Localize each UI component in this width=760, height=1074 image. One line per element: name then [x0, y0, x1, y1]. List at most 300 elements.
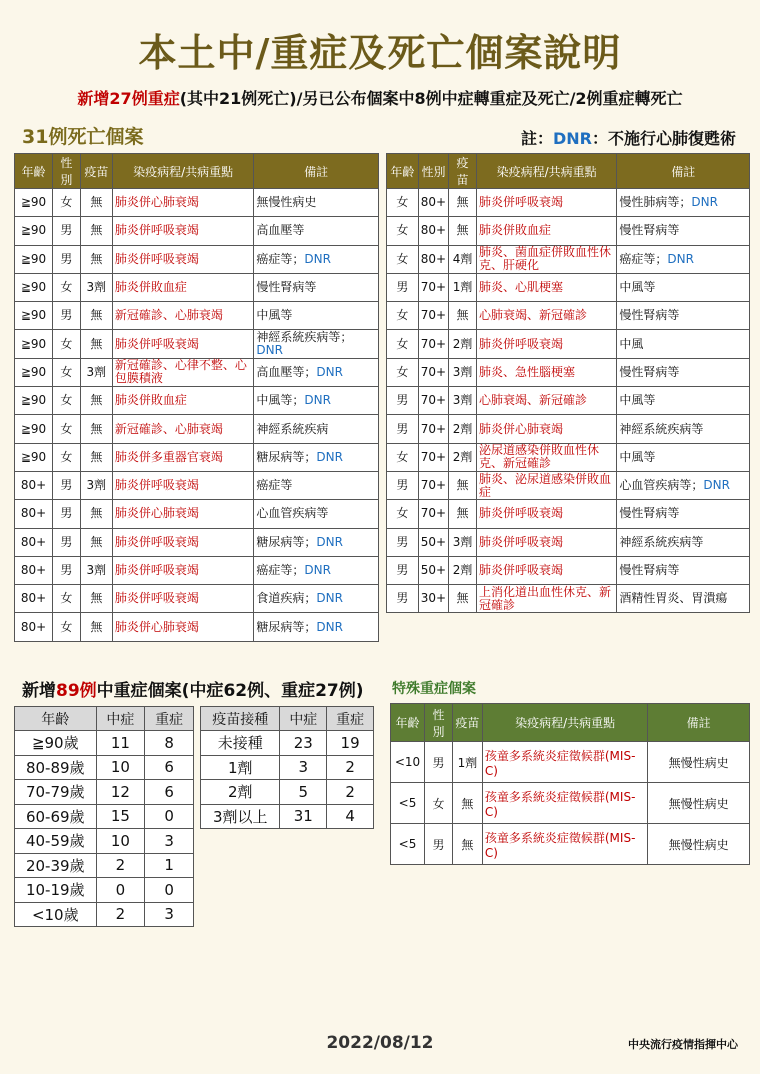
table-row: [391, 742, 750, 783]
cell-vac: 無: [80, 613, 112, 641]
report-date: 2022/08/12: [326, 1033, 434, 1053]
vaccine-table: [200, 706, 374, 829]
cell-age: 70+: [418, 471, 448, 499]
header-vaccine: 疫苗: [449, 154, 477, 189]
table-row: [15, 878, 194, 903]
dnr-tag: DNR: [667, 251, 694, 266]
cell-note: [254, 273, 379, 301]
cell-age: 20-39歲: [15, 853, 97, 878]
cell-moderate: 11: [96, 731, 145, 756]
table-row: [391, 824, 750, 865]
cell-vac: 無: [80, 528, 112, 556]
cell-vac: 3劑: [449, 358, 477, 386]
cell-course: 新冠確診、心律不整、心包膜積液: [112, 358, 254, 386]
cell-course: 肺炎併多重器官衰竭: [112, 443, 254, 471]
cell-note: [254, 245, 379, 273]
note-text: 慢性腎病等: [619, 308, 680, 323]
cell-course: 肺炎併呼吸衰竭: [112, 471, 254, 499]
cell-vac: 無: [449, 217, 477, 245]
note-text: 慢性肺病等；: [619, 195, 692, 210]
dnr-note-desc: ：不施行心肺復甦術: [591, 129, 736, 148]
age-table: [14, 706, 194, 927]
cell-course: 肺炎併呼吸衰竭: [112, 217, 254, 245]
cell-severe: 0: [145, 804, 194, 829]
cell-note: [617, 330, 750, 358]
cell-course: 孩童多系統炎症徵候群(MIS-C): [482, 742, 647, 783]
table-row: [387, 387, 750, 415]
cell-vac: 無: [449, 471, 477, 499]
table-row: [391, 783, 750, 824]
cell-sex: 女: [387, 245, 419, 273]
table-row: [387, 358, 750, 386]
cell-sex: 女: [387, 189, 419, 217]
note-text: 心血管疾病等: [256, 506, 329, 521]
cell-sex: 男: [52, 556, 80, 584]
table-row: [387, 528, 750, 556]
cell-note: [617, 217, 750, 245]
cell-moderate: 10: [96, 829, 145, 854]
cell-vac: 無: [80, 443, 112, 471]
cell-vac: 無: [80, 500, 112, 528]
table-row: [15, 829, 194, 854]
cell-age: 80+: [418, 189, 448, 217]
cell-vac: 3劑: [449, 528, 477, 556]
cell-vac: 2劑: [449, 556, 477, 584]
cell-sex: 女: [52, 443, 80, 471]
dnr-tag: DNR: [316, 449, 343, 464]
note-text: 酒精性胃炎、胃潰瘍: [619, 591, 728, 606]
cell-note: [254, 302, 379, 330]
note-text: 癌症等；: [619, 251, 668, 266]
cell-sex: 女: [387, 500, 419, 528]
sp-header-vaccine: 疫苗: [452, 704, 482, 742]
cell-note: [254, 500, 379, 528]
cell-sex: 女: [387, 358, 419, 386]
dnr-tag: DNR: [316, 591, 343, 606]
cell-sex: 男: [387, 585, 419, 613]
cell-severe: 2: [327, 755, 374, 780]
cell-note: [254, 556, 379, 584]
table-row: [387, 217, 750, 245]
cell-course: 肺炎併敗血症: [112, 273, 254, 301]
cell-vac: 無: [80, 302, 112, 330]
table-row: [15, 585, 379, 613]
header-age: 年齡: [15, 154, 53, 189]
dnr-note-abbr: DNR: [552, 129, 592, 148]
page-title: 本土中/重症及死亡個案說明: [138, 31, 622, 75]
cell-sex: 男: [387, 415, 419, 443]
table-row: [15, 556, 379, 584]
cell-severe: 8: [145, 731, 194, 756]
cell-age: ≧90: [15, 273, 53, 301]
dnr-note-prefix: 註：: [520, 129, 553, 148]
table-row: [387, 330, 750, 358]
cell-severe: 1: [145, 853, 194, 878]
cell-vac: 3劑: [449, 387, 477, 415]
table-row: [15, 387, 379, 415]
cell-age: ≧90: [15, 330, 53, 358]
cell-age: 50+: [418, 528, 448, 556]
cell-course: 肺炎併心肺衰竭: [476, 415, 616, 443]
vac-header-moderate: 中症: [280, 707, 327, 731]
cell-vac: 3劑: [80, 273, 112, 301]
note-text: 癌症等；: [256, 251, 305, 266]
header-note: 備註: [254, 154, 379, 189]
table-row: [387, 302, 750, 330]
cell-vaccine: 3劑以上: [201, 804, 280, 829]
cell-moderate: 3: [280, 755, 327, 780]
note-text: 癌症等: [256, 478, 293, 493]
cell-sex: 女: [387, 443, 419, 471]
cell-note: [254, 387, 379, 415]
cell-age: 70+: [418, 443, 448, 471]
cell-note: [254, 217, 379, 245]
cell-note: [254, 528, 379, 556]
cell-course: 肺炎併心肺衰竭: [112, 613, 254, 641]
cell-moderate: 2: [96, 902, 145, 927]
cell-age: 80+: [15, 613, 53, 641]
cell-moderate: 5: [280, 780, 327, 805]
cell-course: 肺炎、泌尿道感染併敗血症: [476, 471, 616, 499]
cell-note: [254, 189, 379, 217]
cell-course: 肺炎併敗血症: [476, 217, 616, 245]
cell-note: [254, 330, 379, 358]
severe-title-prefix: 新增: [22, 681, 56, 701]
table-row: [15, 780, 194, 805]
cell-course: 肺炎、心肌梗塞: [476, 273, 616, 301]
dnr-tag: DNR: [703, 478, 730, 493]
cell-severe: 3: [145, 902, 194, 927]
note-text: 慢性腎病等: [619, 364, 680, 379]
note-text: 神經系統疾病等: [619, 421, 704, 436]
note-text: 中風等: [619, 393, 656, 408]
table-row: [15, 302, 379, 330]
cell-age: ≧90: [15, 443, 53, 471]
deaths-table-left: [14, 153, 379, 642]
cell-course: 肺炎併呼吸衰竭: [112, 528, 254, 556]
cell-note: [254, 443, 379, 471]
subtitle-rest: (其中21例死亡)/另已公布個案中8例中症轉重症及死亡/2例重症轉死亡: [179, 89, 683, 108]
cell-course: 肺炎併呼吸衰竭: [112, 556, 254, 584]
cell-sex: 男: [387, 471, 419, 499]
cell-course: 孩童多系統炎症徵候群(MIS-C): [482, 824, 647, 865]
table-row: [387, 189, 750, 217]
cell-severe: 6: [145, 780, 194, 805]
header-note: 備註: [617, 154, 750, 189]
note-text: 神經系統疾病等: [619, 534, 704, 549]
cell-course: 肺炎併呼吸衰竭: [112, 585, 254, 613]
table-row: [201, 731, 374, 756]
sp-header-note: 備註: [648, 704, 750, 742]
cell-severe: 6: [145, 755, 194, 780]
cell-age: 60-69歲: [15, 804, 97, 829]
cell-note: [617, 443, 750, 471]
cell-note: [617, 500, 750, 528]
cell-age: 70-79歲: [15, 780, 97, 805]
cell-age: ≧90: [15, 302, 53, 330]
cell-note: [617, 415, 750, 443]
table-row: [15, 500, 379, 528]
dnr-tag: DNR: [316, 534, 343, 549]
cell-moderate: 10: [96, 755, 145, 780]
table-row: [15, 804, 194, 829]
vac-header-status: 疫苗接種: [201, 707, 280, 731]
cell-age: <10: [391, 742, 425, 783]
cell-severe: 4: [327, 804, 374, 829]
cell-vac: 無: [449, 302, 477, 330]
table-row: [15, 415, 379, 443]
cell-course: 肺炎、菌血症併敗血性休克、肝硬化: [476, 245, 616, 273]
note-text: 中風等: [256, 308, 293, 323]
cell-sex: 男: [52, 471, 80, 499]
cell-age: 10-19歲: [15, 878, 97, 903]
cell-age: 80+: [418, 245, 448, 273]
table-row: [387, 471, 750, 499]
table-row: [201, 804, 374, 829]
table-row: [387, 585, 750, 613]
note-text: 慢性腎病等: [619, 223, 680, 238]
cell-sex: 男: [387, 528, 419, 556]
cell-course: 心肺衰竭、新冠確診: [476, 302, 616, 330]
cell-severe: 3: [145, 829, 194, 854]
cell-age: 70+: [418, 330, 448, 358]
deaths-section-title: 31例死亡個案: [22, 126, 144, 148]
table-row: [201, 780, 374, 805]
table-row: [15, 330, 379, 358]
cell-vac: 無: [80, 585, 112, 613]
cell-sex: 女: [52, 189, 80, 217]
dnr-note: [521, 126, 736, 149]
cell-sex: 男: [387, 387, 419, 415]
cell-age: <5: [391, 824, 425, 865]
cell-note: [617, 189, 750, 217]
cell-sex: 女: [52, 330, 80, 358]
cell-age: 70+: [418, 415, 448, 443]
cell-sex: 男: [387, 273, 419, 301]
header-age: 年齡: [387, 154, 419, 189]
table-row: [201, 755, 374, 780]
severe-section-title: [22, 676, 364, 701]
cell-age: 30+: [418, 585, 448, 613]
table-row: [15, 358, 379, 386]
cell-vac: 3劑: [80, 471, 112, 499]
cell-note: [254, 613, 379, 641]
cell-vac: 無: [449, 189, 477, 217]
table-row: [387, 273, 750, 301]
cell-course: 新冠確診、心肺衰竭: [112, 415, 254, 443]
cell-age: 40-59歲: [15, 829, 97, 854]
cell-note: [617, 585, 750, 613]
cell-sex: 男: [52, 528, 80, 556]
cell-vac: 2劑: [449, 330, 477, 358]
cell-course: 上消化道出血性休克、新冠確診: [476, 585, 616, 613]
cell-course: 肺炎併呼吸衰竭: [476, 330, 616, 358]
note-text: 無慢性病史: [256, 195, 317, 210]
cell-vac: 無: [80, 217, 112, 245]
cell-note: [617, 273, 750, 301]
table-row: [15, 273, 379, 301]
cell-age: ≧90: [15, 358, 53, 386]
cell-note: [617, 245, 750, 273]
cell-course: 肺炎併呼吸衰竭: [112, 245, 254, 273]
table-row: [15, 471, 379, 499]
cell-sex: 女: [52, 415, 80, 443]
cell-moderate: 23: [280, 731, 327, 756]
cell-vac: 4劑: [449, 245, 477, 273]
table-row: [15, 528, 379, 556]
table-row: [15, 755, 194, 780]
cell-severe: 0: [145, 878, 194, 903]
cell-age: <10歲: [15, 902, 97, 927]
note-text: 心血管疾病等；: [619, 478, 704, 493]
cell-severe: 19: [327, 731, 374, 756]
cell-note: [617, 556, 750, 584]
cell-vac: 無: [80, 415, 112, 443]
cell-vaccine: 無: [452, 824, 482, 865]
cell-moderate: 12: [96, 780, 145, 805]
age-header-severe: 重症: [145, 707, 194, 731]
cell-vac: 1劑: [449, 273, 477, 301]
cell-sex: 女: [52, 613, 80, 641]
cell-age: <5: [391, 783, 425, 824]
cell-sex: 女: [387, 330, 419, 358]
cell-vac: 無: [80, 189, 112, 217]
cell-note: 無慢性病史: [648, 742, 750, 783]
cell-sex: 男: [52, 302, 80, 330]
cell-age: 80+: [418, 217, 448, 245]
cell-course: 肺炎、急性腦梗塞: [476, 358, 616, 386]
cell-note: [254, 415, 379, 443]
cell-note: [254, 471, 379, 499]
cell-note: [617, 528, 750, 556]
dnr-tag: DNR: [304, 563, 331, 577]
cell-note: [617, 387, 750, 415]
cell-course: 心肺衰竭、新冠確診: [476, 387, 616, 415]
severe-title-rest: 中重症個案(中症62例、重症27例): [96, 681, 364, 701]
table-row: [15, 731, 194, 756]
table-row: [15, 245, 379, 273]
note-text: 糖尿病等；: [256, 449, 317, 464]
cell-sex: 男: [52, 245, 80, 273]
subtitle-highlight: 新增27例重症: [77, 89, 180, 108]
table-row: [15, 189, 379, 217]
note-text: 糖尿病等；: [256, 619, 317, 634]
cell-sex: 男: [424, 824, 452, 865]
note-text: 慢性腎病等: [619, 563, 680, 577]
vac-header-severe: 重症: [327, 707, 374, 731]
cell-sex: 女: [52, 273, 80, 301]
deaths-table-right: [386, 153, 750, 613]
cell-age: 80-89歲: [15, 755, 97, 780]
header-course: 染疫病程/共病重點: [476, 154, 616, 189]
dnr-tag: DNR: [316, 619, 343, 634]
table-row: [15, 853, 194, 878]
note-text: 中風等: [619, 280, 656, 295]
cell-vac: 無: [80, 245, 112, 273]
cell-vaccine: 2劑: [201, 780, 280, 805]
note-text: 糖尿病等；: [256, 534, 317, 549]
cell-course: 肺炎併呼吸衰竭: [476, 556, 616, 584]
cell-age: 70+: [418, 302, 448, 330]
cell-note: [254, 358, 379, 386]
special-cases-table: [390, 703, 750, 865]
cell-course: 肺炎併敗血症: [112, 387, 254, 415]
cell-sex: 男: [424, 742, 452, 783]
note-text: 食道疾病；: [256, 591, 317, 606]
cell-moderate: 15: [96, 804, 145, 829]
table-row: [15, 613, 379, 641]
cell-vaccine: 1劑: [201, 755, 280, 780]
dnr-tag: DNR: [691, 195, 718, 210]
note-text: 神經系統疾病等；: [256, 330, 353, 345]
table-row: [15, 217, 379, 245]
cell-vac: 無: [449, 500, 477, 528]
cell-sex: 女: [52, 358, 80, 386]
table-row: [387, 500, 750, 528]
cell-age: 80+: [15, 500, 53, 528]
cell-age: 70+: [418, 358, 448, 386]
header-vaccine: 疫苗: [80, 154, 112, 189]
cell-age: 80+: [15, 585, 53, 613]
header-sex: 性別: [418, 154, 448, 189]
page-subtitle: [0, 86, 760, 109]
age-header-moderate: 中症: [96, 707, 145, 731]
table-row: [387, 415, 750, 443]
cell-vac: 無: [449, 585, 477, 613]
cell-moderate: 2: [96, 853, 145, 878]
sp-header-age: 年齡: [391, 704, 425, 742]
note-text: 神經系統疾病: [256, 421, 329, 436]
table-row: [15, 443, 379, 471]
cell-sex: 女: [52, 585, 80, 613]
note-text: 慢性腎病等: [256, 280, 317, 295]
cell-course: 肺炎併呼吸衰竭: [112, 330, 254, 358]
sp-header-course: 染疫病程/共病重點: [482, 704, 647, 742]
header-course: 染疫病程/共病重點: [112, 154, 254, 189]
table-row: [387, 245, 750, 273]
cell-course: 肺炎併呼吸衰竭: [476, 528, 616, 556]
table-row: [15, 902, 194, 927]
cell-vac: 2劑: [449, 415, 477, 443]
sp-header-sex: 性別: [424, 704, 452, 742]
cell-vac: 無: [80, 387, 112, 415]
cell-age: 80+: [15, 528, 53, 556]
dnr-tag: DNR: [304, 393, 331, 408]
severe-title-count: 89例: [56, 681, 97, 701]
cell-course: 新冠確診、心肺衰竭: [112, 302, 254, 330]
note-text: 癌症等；: [256, 563, 305, 577]
cell-severe: 2: [327, 780, 374, 805]
cell-sex: 男: [52, 500, 80, 528]
cell-vaccine: 未接種: [201, 731, 280, 756]
cell-sex: 女: [387, 217, 419, 245]
cell-moderate: 0: [96, 878, 145, 903]
cell-sex: 男: [387, 556, 419, 584]
cell-vac: 2劑: [449, 443, 477, 471]
cell-age: ≧90歲: [15, 731, 97, 756]
cell-course: 肺炎併心肺衰竭: [112, 189, 254, 217]
cell-age: 70+: [418, 273, 448, 301]
dnr-tag: DNR: [304, 251, 331, 266]
cell-course: 肺炎併呼吸衰竭: [476, 189, 616, 217]
note-text: 中風等；: [256, 393, 305, 408]
cell-age: ≧90: [15, 415, 53, 443]
cell-note: [617, 471, 750, 499]
cell-vaccine: 1劑: [452, 742, 482, 783]
cell-moderate: 31: [280, 804, 327, 829]
header-sex: 性別: [52, 154, 80, 189]
cell-age: ≧90: [15, 189, 53, 217]
